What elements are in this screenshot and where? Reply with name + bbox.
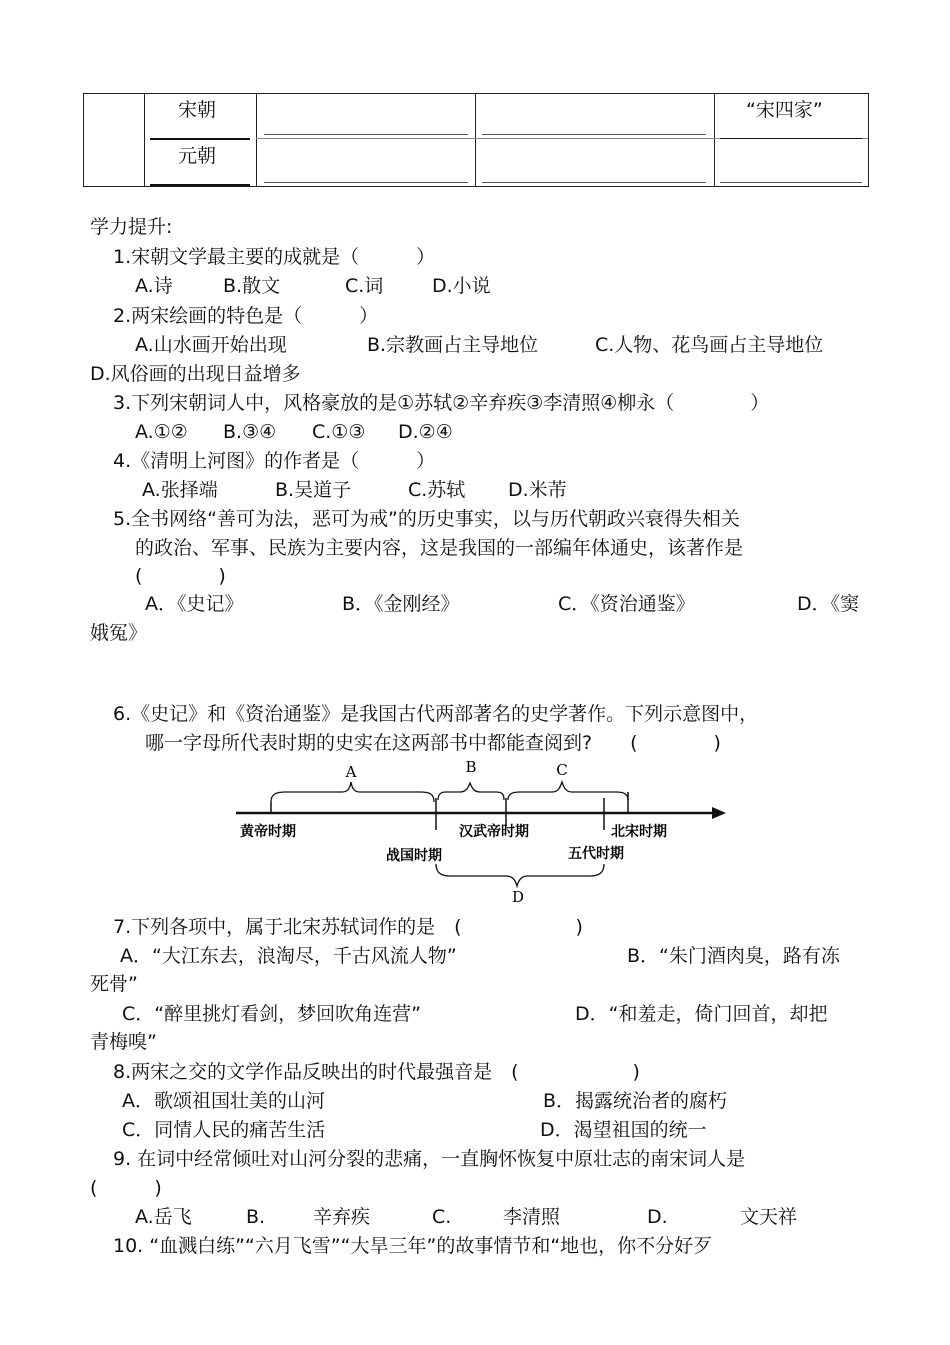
blank-line [264,134,468,135]
answer-blank: ( ) [90,1177,162,1199]
option: C．《资治通鉴》 [558,593,695,615]
option: D．《窦 [797,593,860,615]
question-9-stem: 9. 在词中经常倾吐对山河分裂的悲痛，一直胸怀恢复中原壮志的南宋词人是 [113,1148,746,1170]
brace-label: B [465,758,477,776]
blank-line [264,182,468,183]
option: B. [246,1206,266,1228]
option: A.诗 [135,275,173,297]
answer-blank: ( ) [135,565,226,587]
period-label: 黄帝时期 [240,824,296,840]
brace-label: C [556,761,568,779]
brace-a [271,782,434,802]
option: B．《金刚经》 [342,593,460,615]
option: B.吴道子 [275,479,352,501]
question-6-stem: 6.《史记》和《资治通鉴》是我国古代两部著名的史学著作。下列示意图中， [113,703,759,725]
table-cell-dynasty: 元朝 [178,145,217,167]
blank-line [482,134,706,135]
arrow-head-icon [712,807,726,819]
question-2-stem: 2.两宋绘画的特色是（ ） [113,305,379,327]
option: 娥冤》 [90,622,148,644]
period-label: 汉武帝时期 [459,824,529,840]
brace-b [438,783,504,800]
brace-c [508,782,628,800]
section-title: 学力提升: [90,216,173,238]
option: D．“和羞走，倚门回首，却把 [575,1003,828,1025]
table-cell-dynasty: 宋朝 [178,99,217,121]
option: C.①③ [312,421,366,443]
option: B．揭露统治者的腐朽 [543,1090,728,1112]
option: 李清照 [503,1206,561,1228]
option: B.宗教画占主导地位 [367,334,539,356]
question-4-stem: 4.《清明上河图》的作者是（ ） [113,450,436,472]
option: C．“醉里挑灯看剑，梦回吹角连营” [122,1003,421,1025]
timeline-diagram [230,752,730,912]
brace-label: D [511,888,525,906]
option: B.③④ [223,421,277,443]
question-7-stem: 7.下列各项中，属于北宋苏轼词作的是 ( ) [113,916,583,938]
option: D.②④ [398,421,453,443]
option: 辛弃疾 [313,1206,371,1228]
blank-line [150,138,250,140]
period-label: 北宋时期 [611,824,667,840]
brace-label: A [345,763,357,781]
option: C.词 [345,275,384,297]
question-5-stem: 5.全书网络“善可为法，恶可为戒”的历史事实，以与历代朝政兴衰得失相关 [113,508,740,530]
option: 死骨” [90,973,138,995]
table-divider [144,94,145,186]
option: C.苏轼 [408,479,466,501]
option: A．歌颂祖国壮美的山河 [122,1090,325,1112]
period-label: 五代时期 [568,846,624,862]
option: 文天祥 [740,1206,798,1228]
option: A．《史记》 [145,593,244,615]
table-divider [475,94,476,186]
option: 青梅嗅” [90,1031,157,1053]
table-divider [256,94,257,186]
question-1-stem: 1.宋朝文学最主要的成就是（ ） [113,246,436,268]
question-6-stem: 哪一字母所代表时期的史实在这两部书中都能查阅到? ( ) [145,732,721,754]
option: D．渴望祖国的统一 [540,1119,707,1141]
option: C.人物、花鸟画占主导地位 [595,334,824,356]
option: C. [432,1206,452,1228]
option: D.风俗画的出现日益增多 [90,363,301,385]
question-5-stem: 的政治、军事、民族为主要内容，这是我国的一部编年体通史，该著作是 [135,537,744,559]
option: B．“朱门酒肉臭，路有冻 [627,945,840,967]
blank-line [720,138,862,139]
option: A.①② [135,421,188,443]
blank-line [720,182,862,183]
question-3-stem: 3.下列宋朝词人中，风格豪放的是①苏轼②辛弃疾③李清照④柳永（ ） [113,392,770,414]
option: D. [647,1206,668,1228]
option: C．同情人民的痛苦生活 [122,1119,326,1141]
option: D.米芾 [508,479,567,501]
option: A.岳飞 [135,1206,192,1228]
option: B.散文 [223,275,281,297]
blank-line [150,184,250,186]
table-divider [714,94,715,186]
option: A.张择端 [142,479,218,501]
option: A.山水画开始出现 [135,334,287,356]
question-10-stem: 10. “血溅白练”“六月飞雪”“大旱三年”的故事情节和“地也，你不分好歹 [113,1235,713,1257]
period-label: 战国时期 [386,848,442,864]
brace-d [436,864,604,886]
table-cell-text: “宋四家” [746,99,823,121]
option: D.小说 [432,275,491,297]
blank-line [482,182,706,183]
dynasty-table [83,93,869,187]
option: A．“大江东去，浪淘尽，千古风流人物” [120,945,457,967]
question-8-stem: 8.两宋之交的文学作品反映出的时代最强音是 ( ) [113,1061,640,1083]
